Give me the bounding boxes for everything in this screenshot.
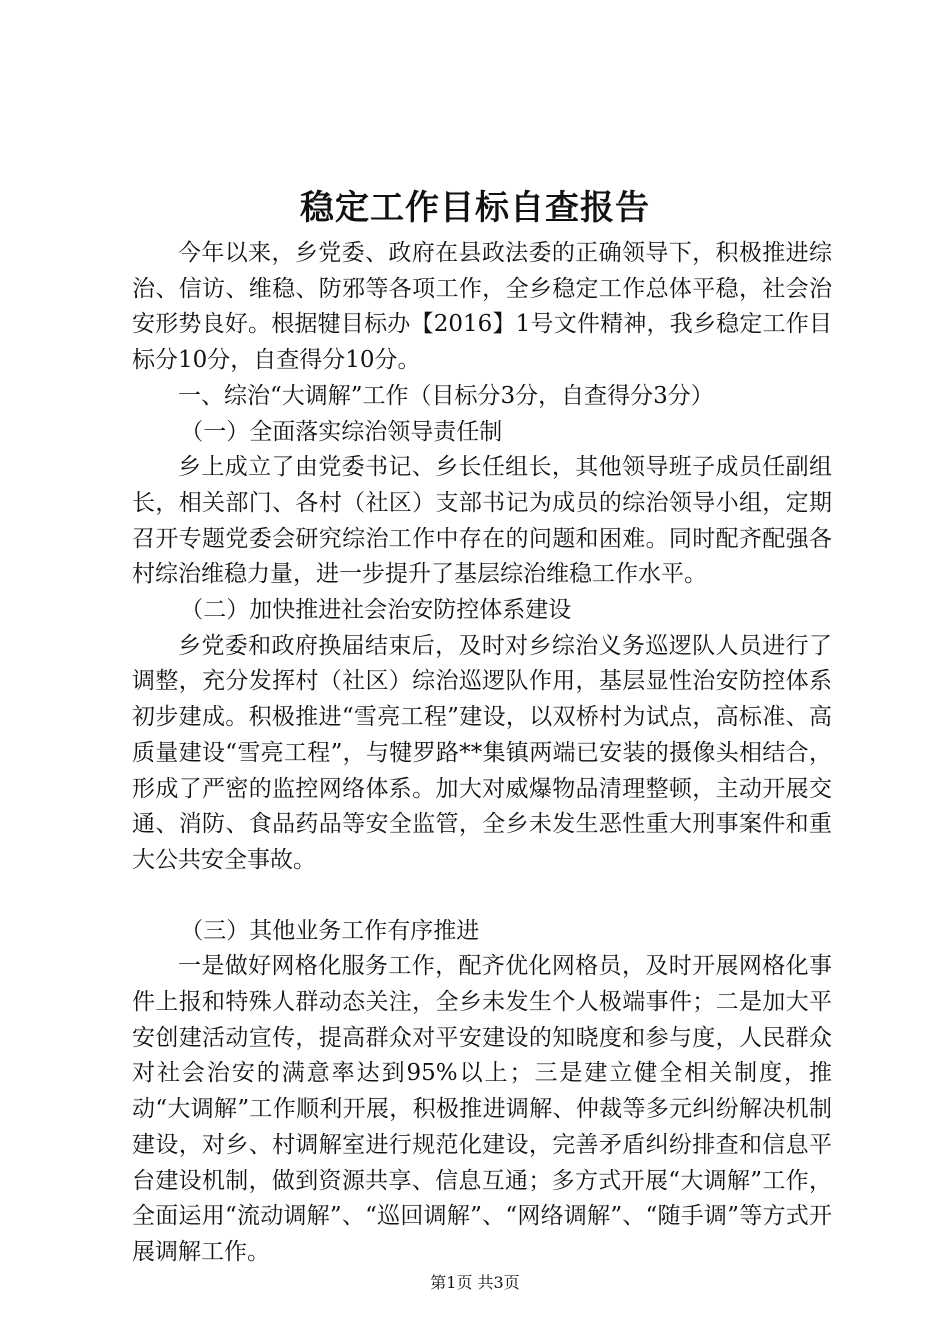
subsection-heading-2: （二）加快推进社会治安防控体系建设 [180, 597, 572, 624]
document-body [132, 236, 832, 1271]
body-paragraph-2: 乡党委和政府换届结束后，及时对乡综治义务巡逻队人员进行了调整，充分发挥村（社区）综治巡逻队作用，基层显性治安防控体系初步建成。积极推进“雪亮工程”建设，以双桥村为试点，高标准、高质量建设“雪亮工程”，与犍罗路**集镇两端已安装的摄像头相结合，形成了严密的监控网络体系。加大对威爆物品清理整顿，主动开展交通、消防、食品药品等安全监管，全乡未发生恶性重大刑事案件和重大公共安全事故。 [132, 632, 832, 873]
subsection-heading-1: （一）全面落实综治领导责任制 [180, 418, 503, 445]
body-paragraph-1: 乡上成立了由党委书记、乡长任组长，其他领导班子成员任副组长，相关部门、各村（社区）支部书记为成员的综治领导小组，定期召开专题党委会研究综治工作中存在的问题和困难。同时配齐配强各村综治维稳力量，进一步提升了基层综治维稳工作水平。 [132, 454, 832, 588]
body-paragraph-3: 一是做好网格化服务工作，配齐优化网格员，及时开展网格化事件上报和特殊人群动态关注，全乡未发生个人极端事件；二是加大平安创建活动宣传，提高群众对平安建设的知晓度和参与度，人民群众对社会治安的满意率达到95%以上；三是建立健全相关制度，推动“大调解”工作顺利开展，积极推进调解、仲裁等多元纠纷解决机制建设，对乡、村调解室进行规范化建设，完善矛盾纠纷排查和信息平台建设机制，做到资源共享、信息互通；多方式开展“大调解”工作，全面运用“流动调解”、“巡回调解”、“网络调解”、“随手调”等方式开展调解工作。 [132, 953, 832, 1265]
section-heading-1: 一、综治“大调解”工作（目标分3分，自查得分3分） [178, 382, 714, 409]
subsection-heading-3: （三）其他业务工作有序推进 [180, 917, 480, 944]
intro-paragraph: 今年以来，乡党委、政府在县政法委的正确领导下，积极推进综治、信访、维稳、防邪等各项工作，全乡稳定工作总体平稳，社会治安形势良好。根据犍目标办【2016】1号文件精神，我乡稳定工作目标分10分，自查得分10分。 [132, 240, 832, 374]
page-number-footer: 第1页 共3页 [430, 1273, 520, 1292]
document-title: 稳定工作目标自查报告 [300, 188, 650, 228]
